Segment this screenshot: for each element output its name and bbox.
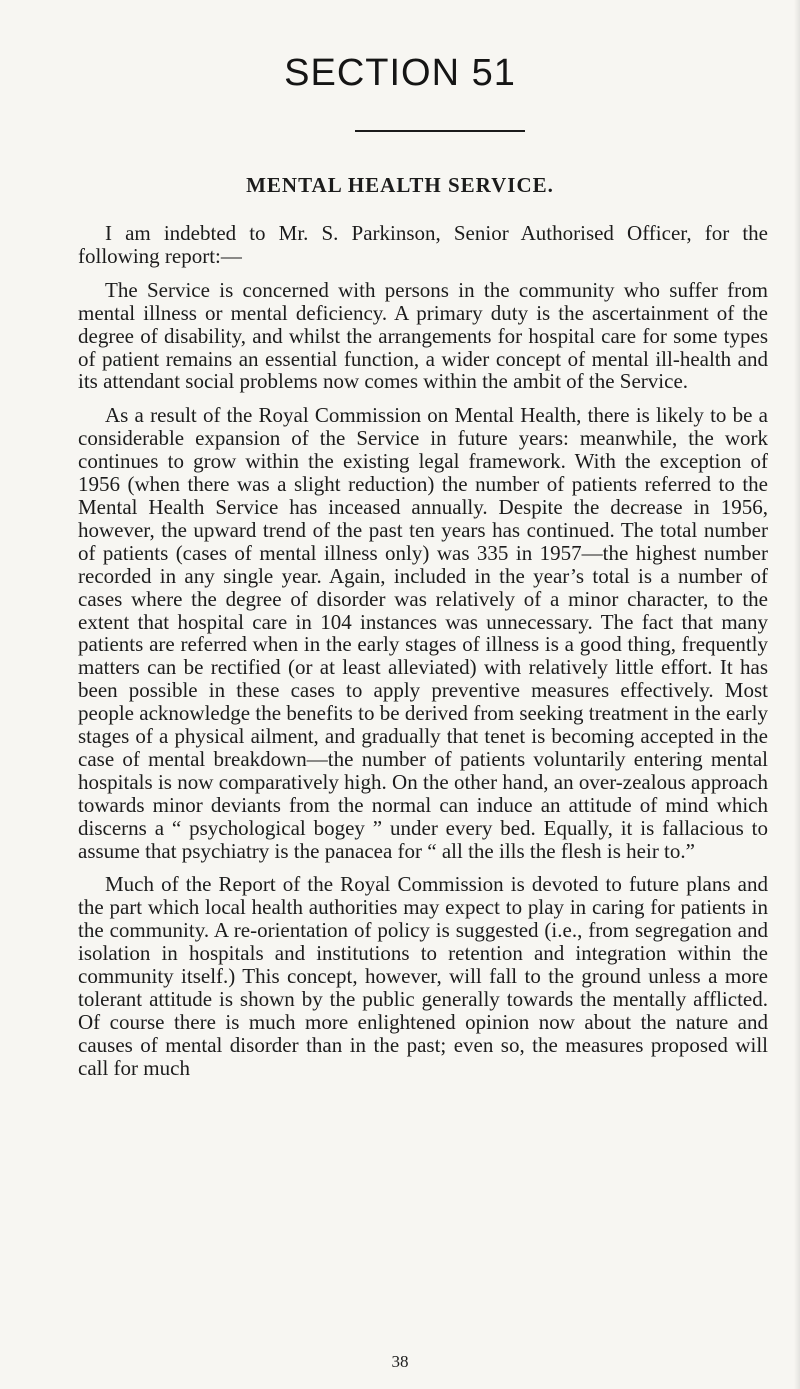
paragraph-intro: I am indebted to Mr. S. Parkinson, Senior Authorised Officer, for the following report:— [78, 221, 768, 268]
paragraph-service-scope: The Service is concerned with persons in the community who suffer from mental illness or mental deficiency. A primary duty is the ascertainment of the degree of disability, and whilst the arrangements for hospital care for some types of patient remains an essential function, a wider concept of mental ill-health and its attendant social problems now comes within the ambit of the Service. [78, 277, 768, 394]
section-title: SECTION 51 [284, 52, 516, 94]
body-text [78, 222, 768, 1091]
paragraph-royal-commission: As a result of the Royal Commission on Mental Health, there is likely to be a considerable expansion of the Service in future years: meanwhile, the work continues to grow within the existing legal framework. With the exception of 1956 (when there was a slight reduction) the number of patients referred to the Mental Health Service has inceased annually. Despite the decrease in 1956, however, the upward trend of the past ten years has continued. The total number of patients (cases of mental illness only) was 335 in 1957—the highest number recorded in any single year. Again, included in the year’s total is a number of cases where the degree of disorder was relatively of a minor character, to the extent that hospital care in 104 instances was unnecessary. The fact that many patients are referred when in the early stages of illness is a good thing, frequently matters can be rectified (or at least alleviated) with relatively little effort. It has been possible in these cases to apply preventive measures effectively. Most people acknowledge the benefits to be derived from seeking treatment in the early stages of a physical ailment, and gradually that tenet is becoming accepted in the case of mental breakdown—the number of patients voluntarily entering mental hospitals is now comparatively high. On the other hand, an over-zealous approach towards minor deviants from the normal can induce an attitude of mind which discerns a “ psychological bogey ” under every bed. Equally, it is fallacious to assume that psychiatry is the panacea for “ all the ills the flesh is heir to.” [78, 403, 768, 863]
page-edge-shadow [794, 0, 800, 1389]
title-divider [355, 130, 525, 132]
page-number: 38 [391, 1352, 409, 1371]
paragraph-future-plans: Much of the Report of the Royal Commission is devoted to future plans and the part which local health authorities may expect to play in caring for patients in the community. A re-orientation of policy is suggested (i.e., from segregation and isolation in hospitals and institutions to retention and integration within the community itself.) This concept, however, will fall to the ground unless a more tolerant attitude is shown by the public generally towards the mentally afflicted. Of course there is much more enlightened opinion now about the nature and causes of mental disorder than in the past; even so, the measures proposed will call for much [78, 872, 768, 1080]
page-heading: MENTAL HEALTH SERVICE. [246, 173, 554, 197]
